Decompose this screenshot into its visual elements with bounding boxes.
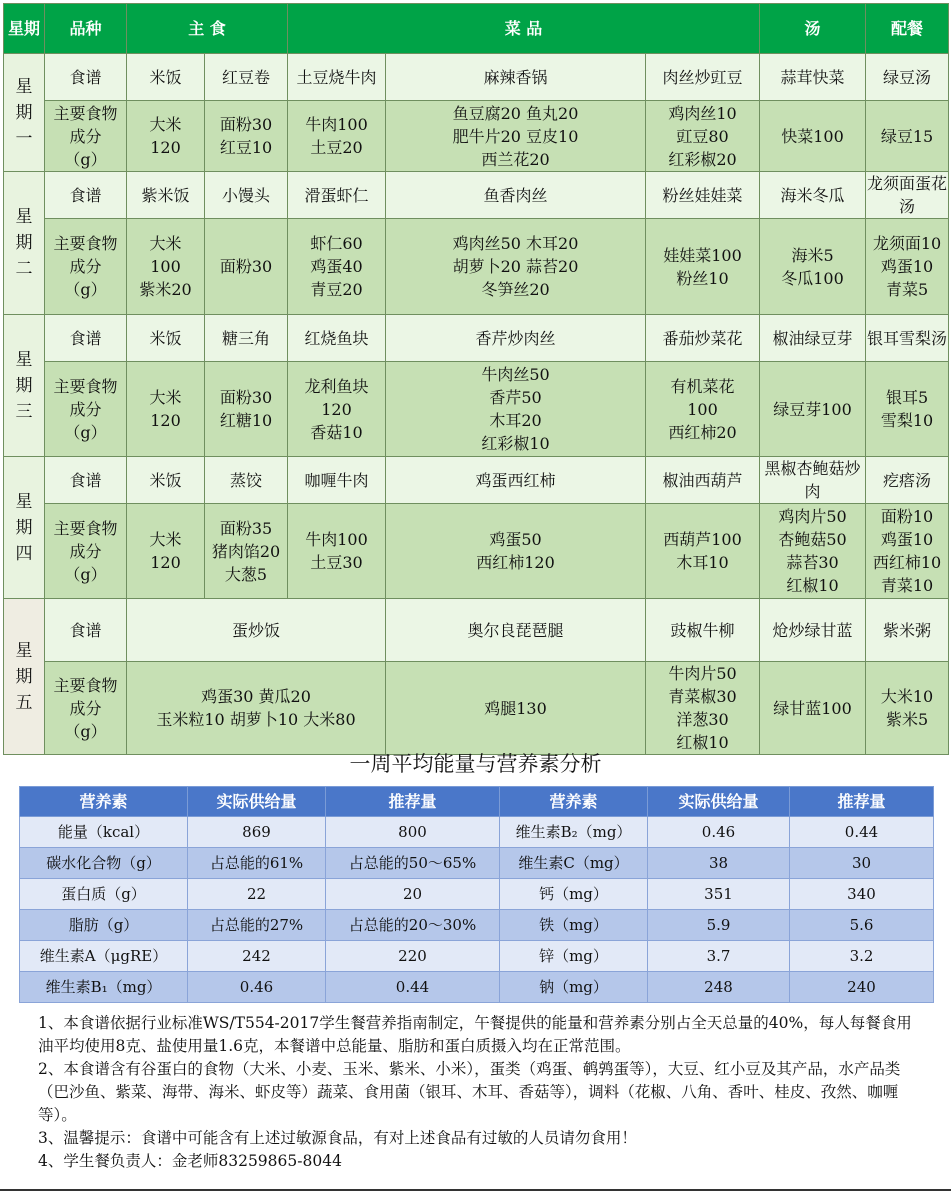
menu-cell: 红烧鱼块 — [288, 315, 386, 362]
recommended-cell: 800 — [326, 817, 500, 848]
ingredients-label: 主要食物成分（g） — [45, 662, 127, 755]
nutrient-cell: 铁（mg） — [500, 910, 648, 941]
menu-cell: 龙须面10 鸡蛋10 青菜5 — [866, 219, 949, 315]
bottom-divider — [0, 1189, 951, 1191]
menu-cell: 牛肉丝50 香芹50 木耳20 红彩椒10 — [386, 362, 646, 457]
day-label-thursday — [4, 457, 45, 599]
ingredients-label: 主要食物成分（g） — [45, 219, 127, 315]
nutrient-cell: 锌（mg） — [500, 941, 648, 972]
header-actual: 实际供给量 — [648, 787, 790, 817]
menu-cell: 绿豆15 — [866, 101, 949, 172]
actual-cell: 占总能的61% — [188, 848, 326, 879]
recommended-cell: 占总能的20～30% — [326, 910, 500, 941]
menu-cell: 香芹炒肉丝 — [386, 315, 646, 362]
menu-cell: 粉丝娃娃菜 — [646, 172, 760, 219]
table-row — [20, 910, 934, 941]
menu-cell: 小馒头 — [205, 172, 288, 219]
menu-cell: 米饭 — [127, 54, 205, 101]
nutrient-cell: 维生素B₁（mg） — [20, 972, 188, 1003]
menu-cell: 有机菜花 100 西红柿20 — [646, 362, 760, 457]
note-3: 3、温馨提示：食谱中可能含有上述过敏源食品，有对上述食品有过敏的人员请勿食用！ — [38, 1129, 637, 1147]
actual-cell: 869 — [188, 817, 326, 848]
header-staple: 主 食 — [127, 4, 288, 54]
menu-cell: 土豆烧牛肉 — [288, 54, 386, 101]
day-name: 星期五 — [15, 640, 33, 713]
menu-cell: 咖喱牛肉 — [288, 457, 386, 504]
menu-cell: 蒜茸快菜 — [760, 54, 866, 101]
weekly-menu-table — [3, 3, 949, 755]
ingredients-label: 主要食物成分（g） — [45, 362, 127, 457]
nutrient-cell: 维生素A（μgRE） — [20, 941, 188, 972]
menu-cell: 绿豆汤 — [866, 54, 949, 101]
note-2: 2、本食谱含有谷蛋白的食物（大米、小麦、玉米、紫米、小米），蛋类（鸡蛋、鹌鹑蛋等），大豆、红小豆及其产品，水产品类（巴沙鱼、紫菜、海带、海米、虾皮等）蔬菜、食用菌（银耳、木耳、香菇等），调料（花椒、八角、香叶、桂皮、孜然、咖喱等）。 — [38, 1060, 901, 1124]
table-row — [20, 972, 934, 1003]
recommended-cell: 20 — [326, 879, 500, 910]
nutrient-cell: 维生素C（mg） — [500, 848, 648, 879]
day-name: 星期二 — [15, 207, 33, 279]
recommended-cell: 30 — [790, 848, 934, 879]
table-row — [20, 817, 934, 848]
menu-cell: 绿豆芽100 — [760, 362, 866, 457]
header-category: 品种 — [45, 4, 127, 54]
menu-cell: 鸡腿130 — [386, 662, 646, 755]
actual-cell: 242 — [188, 941, 326, 972]
notes-section — [38, 1012, 918, 1173]
menu-cell: 糖三角 — [205, 315, 288, 362]
nutrient-cell: 蛋白质（g） — [20, 879, 188, 910]
actual-cell: 351 — [648, 879, 790, 910]
menu-cell: 牛肉100 土豆20 — [288, 101, 386, 172]
menu-cell: 米饭 — [127, 457, 205, 504]
nutrient-cell: 能量（kcal） — [20, 817, 188, 848]
menu-cell: 绿甘蓝100 — [760, 662, 866, 755]
menu-cell: 肉丝炒豇豆 — [646, 54, 760, 101]
menu-cell: 海米冬瓜 — [760, 172, 866, 219]
nutrient-cell: 碳水化合物（g） — [20, 848, 188, 879]
recommended-cell: 0.44 — [326, 972, 500, 1003]
recipe-label: 食谱 — [45, 457, 127, 504]
menu-cell: 面粉30 — [205, 219, 288, 315]
menu-cell: 鸡肉片50 杏鲍菇50 蒜苔30 红椒10 — [760, 504, 866, 599]
menu-cell: 海米5 冬瓜100 — [760, 219, 866, 315]
actual-cell: 0.46 — [648, 817, 790, 848]
actual-cell: 248 — [648, 972, 790, 1003]
menu-cell: 蛋炒饭 — [127, 599, 386, 662]
header-nutrient: 营养素 — [500, 787, 648, 817]
menu-cell: 鸡蛋50 西红柿120 — [386, 504, 646, 599]
menu-cell: 大米 120 — [127, 101, 205, 172]
menu-cell: 大米10 紫米5 — [866, 662, 949, 755]
header-side: 配餐 — [866, 4, 949, 54]
menu-cell: 蒸饺 — [205, 457, 288, 504]
header-recommended: 推荐量 — [790, 787, 934, 817]
recommended-cell: 240 — [790, 972, 934, 1003]
recommended-cell: 220 — [326, 941, 500, 972]
day-label-wednesday — [4, 315, 45, 457]
nutrient-cell: 脂肪（g） — [20, 910, 188, 941]
recipe-label: 食谱 — [45, 54, 127, 101]
menu-cell: 面粉10 鸡蛋10 西红柿10 青菜10 — [866, 504, 949, 599]
table-row — [20, 848, 934, 879]
day-name: 星期四 — [15, 491, 33, 564]
menu-cell: 娃娃菜100 粉丝10 — [646, 219, 760, 315]
menu-cell: 面粉30 红糖10 — [205, 362, 288, 457]
day-label-friday — [4, 599, 45, 755]
header-nutrient: 营养素 — [20, 787, 188, 817]
menu-cell: 虾仁60 鸡蛋40 青豆20 — [288, 219, 386, 315]
menu-cell: 米饭 — [127, 315, 205, 362]
menu-cell: 银耳5 雪梨10 — [866, 362, 949, 457]
actual-cell: 3.7 — [648, 941, 790, 972]
header-dishes: 菜 品 — [288, 4, 760, 54]
menu-cell: 炝炒绿甘蓝 — [760, 599, 866, 662]
menu-cell: 鱼香肉丝 — [386, 172, 646, 219]
menu-cell: 龙须面蛋花汤 — [866, 172, 949, 219]
note-1: 1、本食谱依据行业标准WS/T554-2017学生餐营养指南制定，午餐提供的能量和营养素分别占全天总量的40%，每人每餐食用油平均使用8克、盐使用量1.6克，本餐谱中总能量、脂肪和蛋白质摄入均在正常范围。 — [38, 1014, 912, 1055]
table-row — [20, 879, 934, 910]
menu-cell: 鸡蛋西红柿 — [386, 457, 646, 504]
menu-cell: 面粉35 猪肉馅20 大葱5 — [205, 504, 288, 599]
menu-cell: 番茄炒菜花 — [646, 315, 760, 362]
header-recommended: 推荐量 — [326, 787, 500, 817]
menu-cell: 大米 120 — [127, 362, 205, 457]
nutrient-analysis-table — [19, 786, 934, 1003]
header-weekday: 星期 — [4, 4, 45, 54]
day-label-tuesday — [4, 172, 45, 315]
header-soup: 汤 — [760, 4, 866, 54]
recommended-cell: 0.44 — [790, 817, 934, 848]
menu-cell: 快菜100 — [760, 101, 866, 172]
analysis-title: 一周平均能量与营养素分析 — [349, 752, 602, 776]
recipe-label: 食谱 — [45, 599, 127, 662]
table-row — [20, 941, 934, 972]
menu-cell: 大米 100 紫米20 — [127, 219, 205, 315]
menu-cell: 银耳雪梨汤 — [866, 315, 949, 362]
day-name: 星期三 — [15, 349, 33, 422]
day-name: 星期一 — [15, 76, 33, 149]
menu-cell: 麻辣香锅 — [386, 54, 646, 101]
menu-cell: 鱼豆腐20 鱼丸20 肥牛片20 豆皮10 西兰花20 — [386, 101, 646, 172]
actual-cell: 5.9 — [648, 910, 790, 941]
nutrient-cell: 钠（mg） — [500, 972, 648, 1003]
nutrient-cell: 维生素B₂（mg） — [500, 817, 648, 848]
ingredients-label: 主要食物成分（g） — [45, 101, 127, 172]
recommended-cell: 340 — [790, 879, 934, 910]
recommended-cell: 5.6 — [790, 910, 934, 941]
menu-cell: 滑蛋虾仁 — [288, 172, 386, 219]
menu-cell: 紫米粥 — [866, 599, 949, 662]
actual-cell: 0.46 — [188, 972, 326, 1003]
menu-cell: 大米 120 — [127, 504, 205, 599]
menu-cell: 牛肉100 土豆30 — [288, 504, 386, 599]
menu-cell: 黑椒杏鲍菇炒肉 — [760, 457, 866, 504]
day-label-monday — [4, 54, 45, 172]
menu-cell: 红豆卷 — [205, 54, 288, 101]
menu-cell: 面粉30 红豆10 — [205, 101, 288, 172]
menu-cell: 鸡肉丝10 豇豆80 红彩椒20 — [646, 101, 760, 172]
header-actual: 实际供给量 — [188, 787, 326, 817]
menu-cell: 椒油西葫芦 — [646, 457, 760, 504]
menu-cell: 牛肉片50 青菜椒30 洋葱30 红椒10 — [646, 662, 760, 755]
actual-cell: 22 — [188, 879, 326, 910]
ingredients-label: 主要食物成分（g） — [45, 504, 127, 599]
recommended-cell: 占总能的50～65% — [326, 848, 500, 879]
menu-cell: 龙利鱼块 120 香菇10 — [288, 362, 386, 457]
note-4: 4、学生餐负责人：金老师83259865-8044 — [38, 1152, 342, 1170]
actual-cell: 38 — [648, 848, 790, 879]
menu-cell: 紫米饭 — [127, 172, 205, 219]
nutrient-cell: 钙（mg） — [500, 879, 648, 910]
menu-cell: 鸡肉丝50 木耳20 胡萝卜20 蒜苔20 冬笋丝20 — [386, 219, 646, 315]
menu-cell: 豉椒牛柳 — [646, 599, 760, 662]
recipe-label: 食谱 — [45, 315, 127, 362]
menu-cell: 疙瘩汤 — [866, 457, 949, 504]
menu-cell: 鸡蛋30 黄瓜20 玉米粒10 胡萝卜10 大米80 — [127, 662, 386, 755]
menu-cell: 西葫芦100 木耳10 — [646, 504, 760, 599]
recommended-cell: 3.2 — [790, 941, 934, 972]
menu-cell: 椒油绿豆芽 — [760, 315, 866, 362]
menu-cell: 奥尔良琵琶腿 — [386, 599, 646, 662]
recipe-label: 食谱 — [45, 172, 127, 219]
actual-cell: 占总能的27% — [188, 910, 326, 941]
